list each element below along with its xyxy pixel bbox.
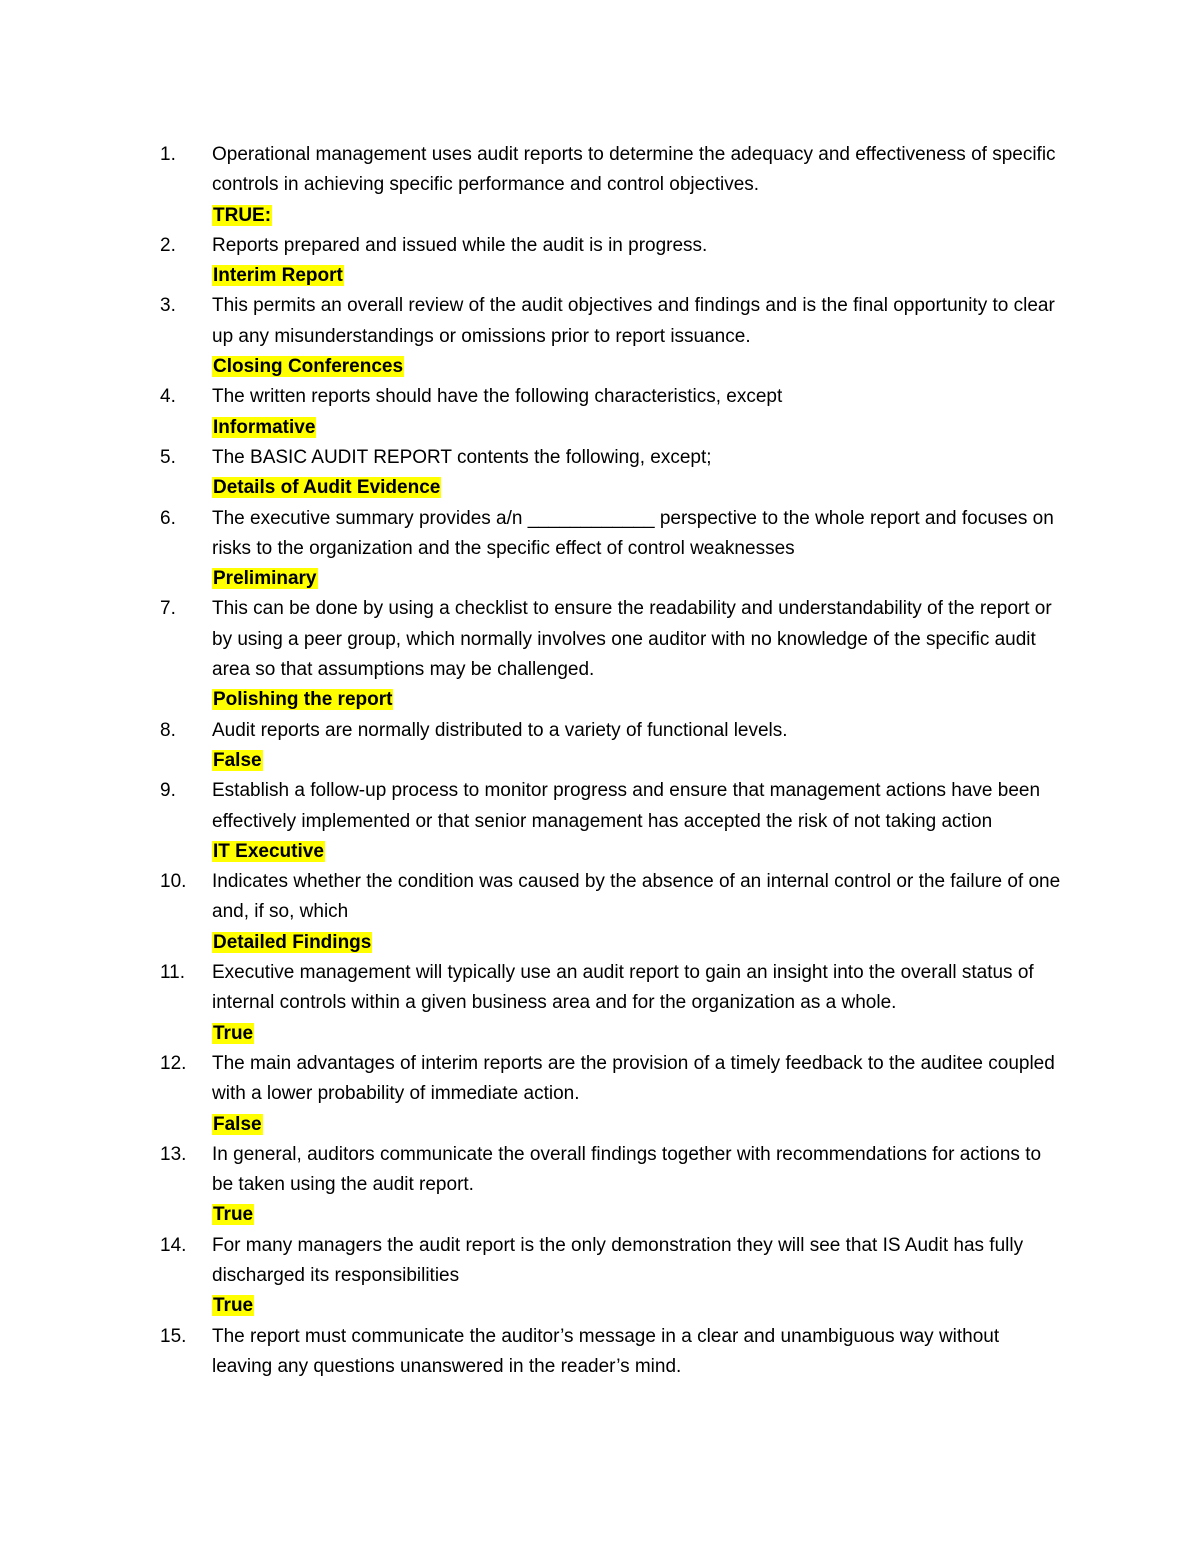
- list-item: [0, 1322, 1200, 1383]
- highlighted-answer: False: [213, 1113, 262, 1135]
- question-number: 11.: [160, 962, 186, 984]
- list-item: [0, 594, 1200, 715]
- question-text: The main advantages of interim reports are the provision of a timely feedback to the auditee coupled with a lower probability of immediate action.: [212, 1052, 1055, 1105]
- list-item: [0, 443, 1200, 504]
- question-text: The written reports should have the following characteristics, except: [212, 386, 783, 408]
- answer-line: [212, 685, 1200, 715]
- highlighted-answer: True: [213, 1022, 254, 1044]
- question-number: 7.: [160, 598, 176, 620]
- highlighted-answer: IT Executive: [213, 840, 324, 862]
- list-item: [0, 231, 1200, 292]
- list-item: [0, 291, 1200, 382]
- question-text: The executive summary provides a/n ____________ perspective to the whole report and focuses on risks to the organization and the specific effect of control weaknesses: [212, 507, 1054, 559]
- answer-line: [212, 352, 1200, 382]
- answer-line: [212, 201, 1200, 231]
- answer-line: [212, 1291, 1200, 1321]
- highlighted-answer: Polishing the report: [213, 689, 393, 711]
- question-number: 12.: [160, 1052, 187, 1074]
- question-text: Indicates whether the condition was caused by the absence of an internal control or the failure of one and, if so, which: [212, 871, 1061, 923]
- question-list: [0, 140, 1200, 1382]
- list-item: [0, 776, 1200, 867]
- highlighted-answer: True: [213, 1295, 254, 1317]
- question-number: 1.: [160, 144, 176, 165]
- answer-line: [212, 413, 1200, 443]
- answer-line: [212, 837, 1200, 867]
- list-item: [0, 1140, 1200, 1231]
- question-number: 14.: [160, 1234, 187, 1256]
- question-number: 13.: [160, 1143, 187, 1165]
- question-text: The BASIC AUDIT REPORT contents the following, except;: [212, 446, 712, 468]
- question-text: This can be done by using a checklist to ensure the readability and understandability of the report or by using a peer group, which normally involves one auditor with no knowledge of the specific audit area so that assumptions may be challenged.: [212, 598, 1052, 681]
- question-number: 3.: [160, 295, 176, 317]
- question-text: Audit reports are normally distributed to a variety of functional levels.: [212, 719, 788, 741]
- answer-line: [212, 1110, 1200, 1140]
- highlighted-answer: Closing Conferences: [213, 356, 404, 378]
- list-item: [0, 1049, 1200, 1140]
- question-text: In general, auditors communicate the overall findings together with recommendations for actions to be taken using the audit report.: [212, 1143, 1042, 1196]
- highlighted-answer: Detailed Findings: [213, 931, 372, 953]
- question-number: 10.: [160, 871, 187, 893]
- highlighted-answer: Preliminary: [213, 568, 317, 590]
- list-item: [0, 867, 1200, 958]
- question-number: 5.: [160, 446, 176, 468]
- highlighted-answer: False: [213, 749, 262, 771]
- answer-line: [212, 928, 1200, 958]
- question-number: 15.: [160, 1325, 187, 1347]
- list-item: [0, 716, 1200, 777]
- question-text: Establish a follow-up process to monitor progress and ensure that management actions have been effectively implemented or that senior management has accepted the risk of not taking action: [212, 780, 1041, 832]
- answer-line: [212, 1019, 1200, 1049]
- highlighted-answer: TRUE:: [213, 204, 272, 226]
- question-text: Operational management uses audit reports to determine the adequacy and effectiveness of specific controls in achieving specific performance and control objectives.: [212, 144, 1056, 196]
- question-number: 2.: [160, 234, 176, 256]
- highlighted-answer: Informative: [213, 416, 316, 438]
- question-text: For many managers the audit report is the only demonstration they will see that IS Audit has fully discharged its responsibilities: [212, 1234, 1024, 1286]
- question-number: 8.: [160, 719, 176, 741]
- highlighted-answer: True: [213, 1204, 254, 1226]
- question-number: 9.: [160, 780, 176, 802]
- list-item: [0, 958, 1200, 1049]
- answer-line: [212, 1200, 1200, 1230]
- question-number: 6.: [160, 507, 176, 529]
- list-item: [0, 504, 1200, 595]
- list-item: [0, 140, 1200, 231]
- answer-line: [212, 564, 1200, 594]
- answer-line: [212, 746, 1200, 776]
- highlighted-answer: Interim Report: [213, 265, 343, 287]
- question-text: Executive management will typically use an audit report to gain an insight into the overall status of internal controls within a given business area and for the organization as a whole.: [212, 962, 1034, 1014]
- question-number: 4.: [160, 386, 176, 408]
- highlighted-answer: Details of Audit Evidence: [213, 477, 441, 499]
- question-text: The report must communicate the auditor’s message in a clear and unambiguous way without leaving any questions unanswered in the reader’s mind.: [212, 1325, 1000, 1377]
- question-text: Reports prepared and issued while the audit is in progress.: [212, 234, 708, 256]
- list-item: [0, 1231, 1200, 1322]
- answer-line: [212, 473, 1200, 503]
- question-text: This permits an overall review of the audit objectives and findings and is the final opportunity to clear up any misunderstandings or omissions prior to report issuance.: [212, 295, 1055, 347]
- list-item: [0, 382, 1200, 443]
- answer-line: [212, 261, 1200, 291]
